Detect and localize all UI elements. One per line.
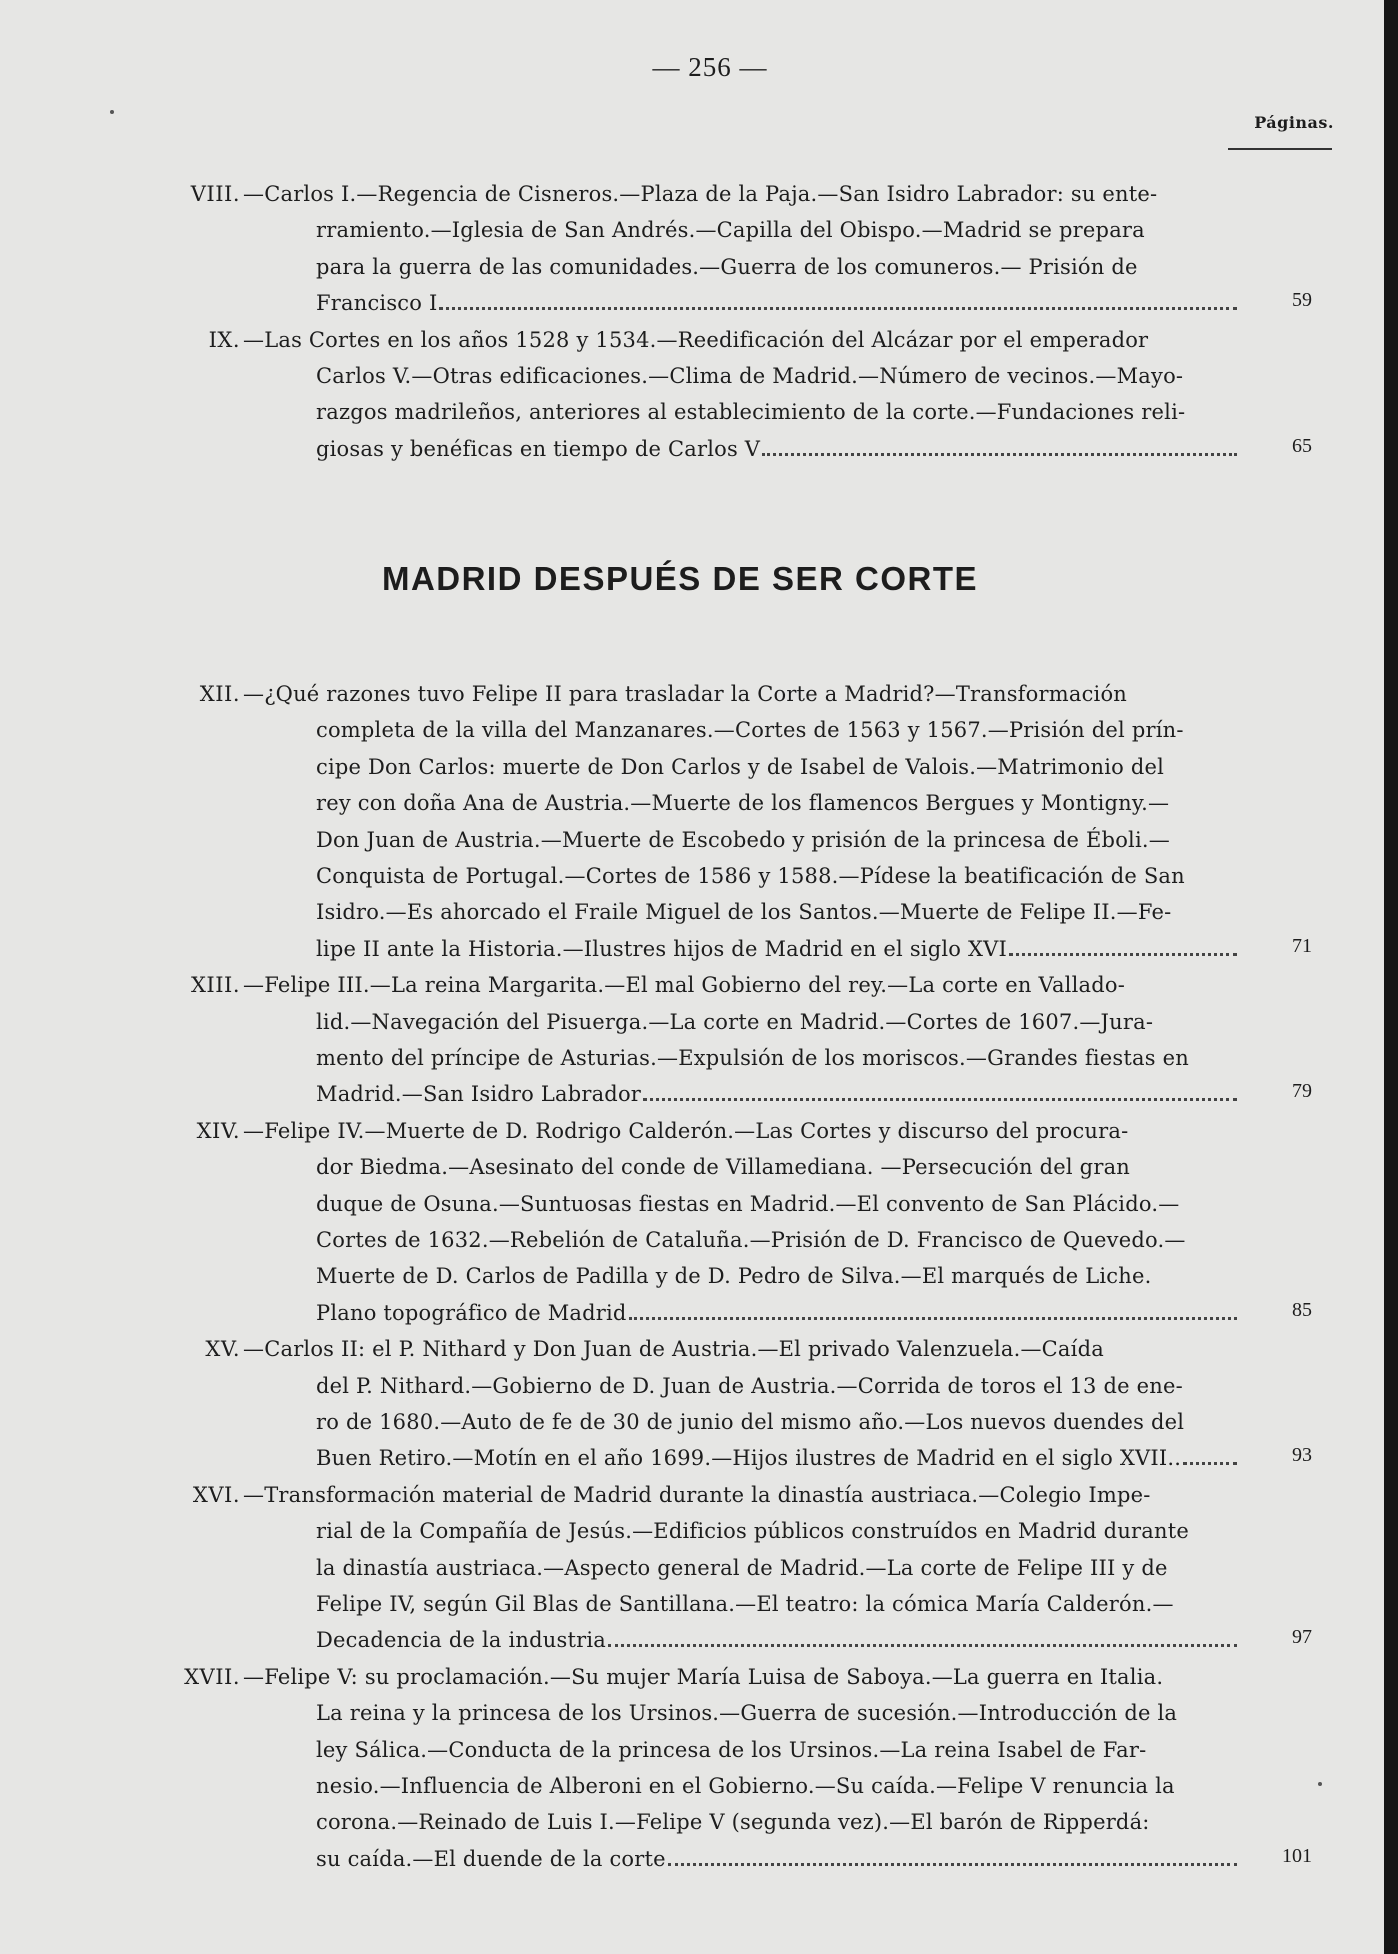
pages-column-label: Páginas. — [1254, 113, 1334, 132]
paper-speck — [110, 110, 114, 114]
toc-line-text: ro de 1680.—Auto de fe de 30 de junio del mismo año.—Los nuevos duendes del — [316, 1409, 1185, 1434]
toc-line-text: Felipe IV, según Gil Blas de Santillana.—El teatro: la cómica María Calderón.— — [316, 1591, 1174, 1616]
toc-line-text: Cortes de 1632.—Rebelión de Cataluña.—Prisión de D. Francisco de Quevedo.— — [316, 1227, 1186, 1252]
toc-entry-line — [316, 1004, 1335, 1040]
page-reference: 101 — [1282, 1844, 1312, 1867]
toc-entry-line — [316, 394, 1335, 430]
toc-line-text: mento del príncipe de Asturias.—Expulsión de los moriscos.—Grandes fiestas en — [316, 1045, 1189, 1070]
dot-leader — [643, 1088, 1237, 1101]
toc-entry-line — [243, 967, 1335, 1003]
toc-line-text: corona.—Reinado de Luis I.—Felipe V (segunda vez).—El barón de Ripperdá: — [316, 1810, 1150, 1835]
toc-entry-line — [316, 1149, 1335, 1185]
dot-leader — [762, 443, 1237, 456]
toc-line-text: ley Sálica.—Conducta de la princesa de los Ursinos.—La reina Isabel de Far- — [316, 1737, 1147, 1762]
toc-entry-line — [316, 1513, 1335, 1549]
chapter-numeral: XVI. — [192, 1482, 240, 1507]
toc-entry-line — [316, 785, 1335, 821]
toc-entry-line — [316, 1258, 1335, 1294]
toc-line-text: su caída.—El duende de la corte — [316, 1846, 666, 1871]
toc-line-text: Isidro.—Es ahorcado el Fraile Miguel de los Santos.—Muerte de Felipe II.—Fe- — [316, 900, 1172, 925]
toc-line-text: Decadencia de la industria — [316, 1628, 606, 1653]
page-number: — 256 — — [652, 52, 768, 82]
dot-leader — [1183, 1452, 1237, 1465]
toc-entry-line — [316, 1222, 1335, 1258]
toc-line-text: rey con doña Ana de Austria.—Muerte de los flamencos Bergues y Montigny.— — [316, 791, 1170, 816]
toc-entry-line — [243, 1113, 1335, 1149]
toc-entry-line — [316, 212, 1335, 248]
toc-line-text: —Las Cortes en los años 1528 y 1534.—Reedificación del Alcázar por el emperador — [243, 327, 1149, 352]
toc-entry-line — [243, 176, 1335, 212]
page-reference: 59 — [1292, 289, 1312, 312]
toc-entry-line — [243, 1477, 1335, 1513]
pages-column-rule — [1228, 148, 1332, 150]
toc-line-text: —Felipe V: su proclamación.—Su mujer María Luisa de Saboya.—La guerra en Italia. — [243, 1664, 1164, 1689]
toc-entry-line — [243, 1331, 1335, 1367]
toc-line-text: —Transformación material de Madrid durante la dinastía austriaca.—Colegio Impe- — [243, 1482, 1151, 1507]
chapter-numeral: XII. — [199, 682, 240, 706]
toc-line-text: completa de la villa del Manzanares.—Cortes de 1563 y 1567.—Prisión del prín- — [316, 718, 1184, 743]
section-heading: MADRID DESPUÉS DE SER CORTE — [381, 560, 979, 597]
toc-entry-line — [316, 1295, 1335, 1331]
page-reference: 97 — [1292, 1626, 1312, 1649]
toc-line-text: cipe Don Carlos: muerte de Don Carlos y de Isabel de Valois.—Matrimonio del — [316, 754, 1165, 779]
page-reference: 71 — [1292, 934, 1312, 957]
toc-line-text: razgos madrileños, anteriores al establecimiento de la corte.—Fundaciones reli- — [316, 400, 1186, 425]
toc-line-text: giosas y benéficas en tiempo de Carlos V — [316, 436, 761, 461]
toc-entry-line — [316, 358, 1335, 394]
toc-entry-line — [243, 322, 1335, 358]
toc-entry-line — [316, 712, 1335, 748]
toc-line-text: dor Biedma.—Asesinato del conde de Villamediana. —Persecución del gran — [316, 1155, 1131, 1180]
dot-leader — [608, 1634, 1237, 1647]
toc-entry-line — [316, 1404, 1335, 1440]
chapter-numeral: XV. — [205, 1337, 240, 1362]
toc-line-text: Francisco I — [316, 291, 438, 316]
toc-line-text: del P. Nithard.—Gobierno de D. Juan de Austria.—Corrida de toros el 13 de ene- — [316, 1373, 1183, 1398]
toc-line-text: —¿Qué razones tuvo Felipe II para trasladar la Corte a Madrid?—Transformación — [243, 682, 1128, 706]
chapter-numeral: XIV. — [196, 1118, 240, 1143]
toc-line-text: —Carlos I.—Regencia de Cisneros.—Plaza de la Paja.—San Isidro Labrador: su ente- — [243, 182, 1158, 206]
toc-line-text: rial de la Compañía de Jesús.—Edificios públicos construídos en Madrid durante — [316, 1519, 1189, 1544]
toc-line-text: Don Juan de Austria.—Muerte de Escobedo y prisión de la princesa de Éboli.— — [316, 827, 1170, 852]
dot-leader — [1009, 943, 1237, 956]
toc-entry-line — [316, 858, 1335, 894]
toc-entry-line — [316, 1368, 1335, 1404]
paper-speck — [1318, 1782, 1322, 1786]
toc-line-text: nesio.—Influencia de Alberoni en el Gobierno.—Su caída.—Felipe V renuncia la — [316, 1773, 1175, 1798]
toc-entry-line — [316, 1732, 1335, 1768]
toc-entry-line — [316, 285, 1335, 321]
toc-entry-line — [316, 1186, 1335, 1222]
toc-line-text: La reina y la princesa de los Ursinos.—Guerra de sucesión.—Introducción de la — [316, 1701, 1178, 1726]
toc-entry-line — [316, 749, 1335, 785]
toc-entry-line — [316, 1040, 1335, 1076]
toc-line-text: lipe II ante la Historia.—Ilustres hijos de Madrid en el siglo XVI — [316, 936, 1008, 961]
page-reference: 85 — [1292, 1298, 1312, 1321]
toc-line-text: Muerte de D. Carlos de Padilla y de D. Pedro de Silva.—El marqués de Liche. — [316, 1264, 1152, 1289]
toc-line-text: lid.—Navegación del Pisuerga.—La corte en Madrid.—Cortes de 1607.—Jura- — [316, 1009, 1154, 1034]
toc-line-text: duque de Osuna.—Suntuosas fiestas en Madrid.—El convento de San Plácido.— — [316, 1191, 1180, 1216]
toc-entry-line — [316, 822, 1335, 858]
toc-entry-line — [316, 1440, 1335, 1476]
toc-line-text: para la guerra de las comunidades.—Guerra de los comuneros.— Prisión de — [316, 254, 1138, 279]
toc-entry-line — [316, 1550, 1335, 1586]
toc-line-text: Plano topográfico de Madrid — [316, 1300, 627, 1325]
chapter-numeral: XIII. — [190, 973, 240, 998]
toc-entry-line — [316, 431, 1335, 467]
toc-line-text: rramiento.—Iglesia de San Andrés.—Capilla del Obispo.—Madrid se prepara — [316, 218, 1145, 243]
toc-entry-line — [316, 1076, 1335, 1112]
toc-line-text: —Carlos II: el P. Nithard y Don Juan de Austria.—El privado Valenzuela.—Caída — [243, 1337, 1104, 1362]
toc-line-text: —Felipe IV.—Muerte de D. Rodrigo Calderón.—Las Cortes y discurso del procura- — [243, 1118, 1129, 1143]
toc-entry-line — [316, 1804, 1335, 1840]
toc-line-text: la dinastía austriaca.—Aspecto general de Madrid.—La corte de Felipe III y de — [316, 1555, 1168, 1580]
toc-entry-line — [243, 676, 1335, 712]
toc-entry-line — [316, 1586, 1335, 1622]
toc-entry-line — [316, 1768, 1335, 1804]
toc-line-text: Buen Retiro.—Motín en el año 1699.—Hijos ilustres de Madrid en el siglo XVII.. — [316, 1446, 1182, 1471]
toc-line-text: —Felipe III.—La reina Margarita.—El mal Gobierno del rey.—La corte en Vallado- — [243, 973, 1126, 998]
toc-entry-line — [316, 1841, 1335, 1877]
chapter-numeral: XVII. — [184, 1664, 240, 1689]
toc-entry-line — [316, 1622, 1335, 1658]
toc-entry-line — [316, 249, 1335, 285]
toc-line-text: Conquista de Portugal.—Cortes de 1586 y 1588.—Pídese la beatificación de San — [316, 864, 1185, 888]
dot-leader — [629, 1307, 1237, 1320]
dot-leader — [668, 1853, 1237, 1866]
page-reference: 65 — [1292, 434, 1312, 457]
page-reference: 79 — [1292, 1080, 1312, 1103]
page-edge-shadow — [1384, 0, 1398, 1954]
toc-entry-line — [316, 894, 1335, 930]
chapter-numeral: IX. — [208, 327, 240, 352]
toc-entry-line — [316, 931, 1335, 967]
chapter-numeral: VIII. — [190, 182, 240, 206]
toc-entry-line — [316, 1695, 1335, 1731]
page-reference: 93 — [1292, 1444, 1312, 1467]
dot-leader — [439, 297, 1237, 310]
toc-line-text: Carlos V.—Otras edificaciones.—Clima de Madrid.—Número de vecinos.—Mayo- — [316, 363, 1184, 388]
toc-line-text: Madrid.—San Isidro Labrador — [316, 1082, 642, 1107]
toc-entry-line — [243, 1659, 1335, 1695]
